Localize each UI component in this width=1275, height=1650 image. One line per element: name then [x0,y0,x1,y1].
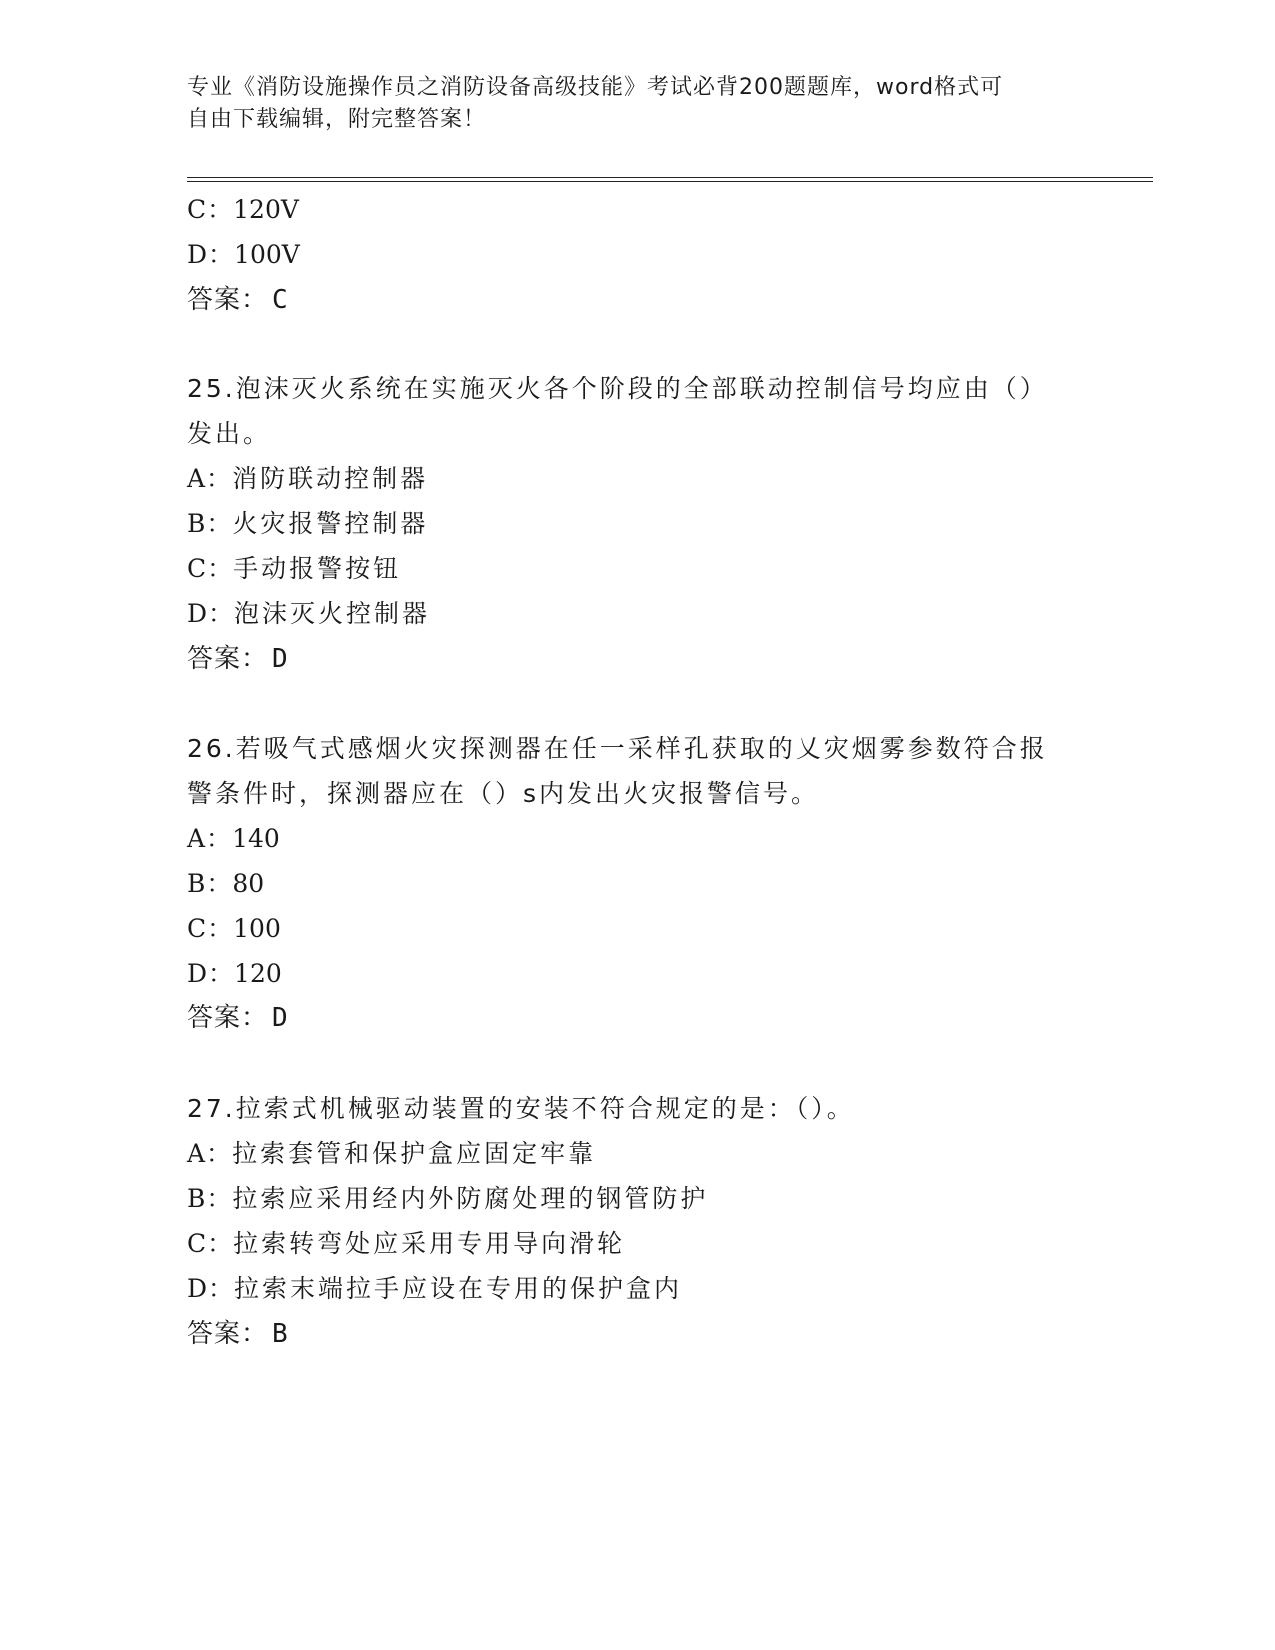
header-line-2: 自由下载编辑，附完整答案！ [187,107,487,132]
option-b [187,1183,708,1215]
option-text: 120 [234,959,282,988]
option-c [187,1228,625,1260]
answer-line [187,643,289,675]
option-text: 120V [233,195,299,224]
option-b [187,508,428,540]
option-c [187,194,299,226]
option-text: 100 [233,914,281,943]
question-stem-line: 26.若吸气式感烟火灾探测器在任一采样孔获取的乂灾烟雾参数符合报 [187,734,1048,763]
option-prefix: B： [187,509,233,538]
option-c [187,913,281,945]
option-a [187,823,280,855]
option-text: 80 [232,869,265,898]
option-text: 拉索应采用经内外防腐处理的钢管防护 [232,1184,709,1213]
option-c [187,553,401,585]
option-prefix: A： [187,824,233,853]
option-prefix: D： [187,599,235,628]
option-prefix: C： [187,554,234,583]
option-text: 拉索套管和保护盒应固定牢靠 [232,1139,597,1168]
question-stem-line: 发出。 [187,419,272,448]
answer-value: D [272,644,289,674]
option-d [187,598,430,630]
answer-label: 答案： [187,1003,269,1033]
document-header [187,72,1087,136]
option-text: 拉索末端拉手应设在专用的保护盒内 [234,1274,683,1303]
option-prefix: C： [187,1229,234,1258]
answer-line [187,1318,289,1350]
option-prefix: A： [187,464,233,493]
option-prefix: C： [187,195,234,224]
answer-line [187,1002,289,1034]
answer-value: C [272,285,289,315]
question-stem-line: 警条件时，探测器应在（）s内发出火灾报警信号。 [187,779,820,808]
option-prefix: D： [187,240,235,269]
option-text: 拉索转弯处应采用专用导向滑轮 [233,1229,626,1258]
option-prefix: B： [187,869,233,898]
option-prefix: A： [187,1139,233,1168]
answer-label: 答案： [187,285,269,315]
option-text: 100V [234,240,300,269]
option-prefix: D： [187,1274,235,1303]
option-b [187,868,264,900]
option-d [187,1273,682,1305]
option-text: 140 [232,824,280,853]
option-prefix: D： [187,959,235,988]
option-text: 火灾报警控制器 [232,509,429,538]
option-a [187,1138,596,1170]
question-stem-line: 27.拉索式机械驱动装置的安装不符合规定的是：（）。 [187,1094,855,1123]
answer-value: D [272,1003,289,1033]
answer-value: B [272,1319,289,1349]
answer-label: 答案： [187,1319,269,1349]
option-d [187,958,282,990]
option-text: 手动报警按钮 [233,554,402,583]
header-divider-bottom [187,181,1153,182]
option-a [187,463,428,495]
option-prefix: C： [187,914,234,943]
header-divider-top [187,177,1153,178]
answer-label: 答案： [187,644,269,674]
option-text: 消防联动控制器 [232,464,429,493]
answer-line [187,284,289,316]
header-line-1: 专业《消防设施操作员之消防设备高级技能》考试必背200题题库，word格式可 [187,75,1004,100]
question-stem-line: 25.泡沫灭火系统在实施灭火各个阶段的全部联动控制信号均应由（） [187,374,1048,403]
option-prefix: B： [187,1184,233,1213]
option-text: 泡沫灭火控制器 [234,599,431,628]
option-d [187,239,300,271]
